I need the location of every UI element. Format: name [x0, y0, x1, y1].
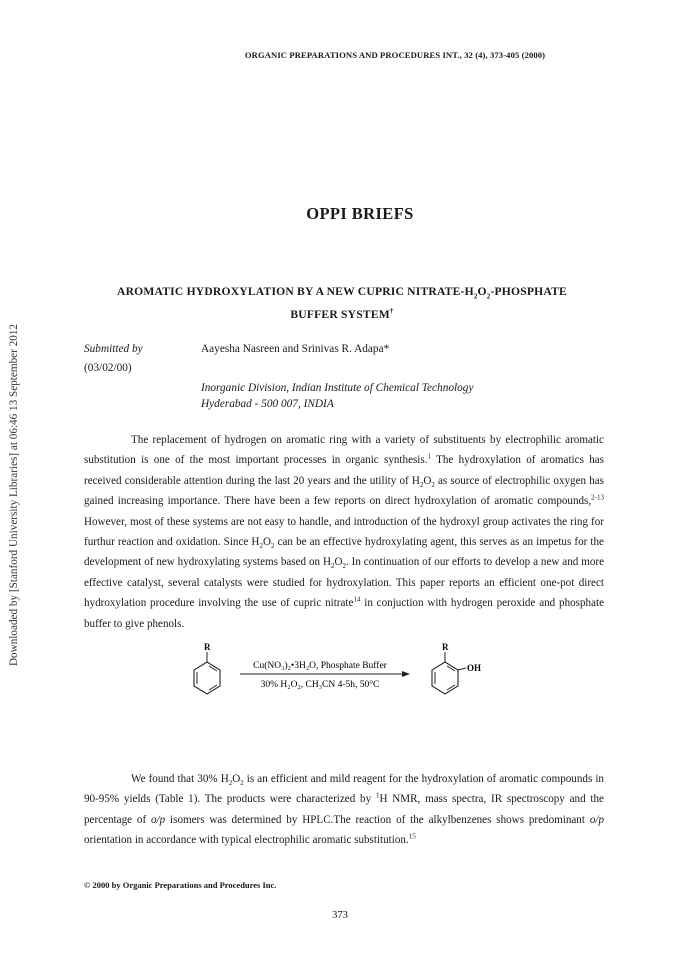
affiliation-line1: Inorganic Division, Indian Institute of Chemical Technology [201, 382, 474, 394]
affiliation-line2: Hyderabad - 500 007, INDIA [201, 398, 334, 410]
reagent-top: Cu(NO₃)₂•3H₂O, Phosphate Buffer [253, 661, 387, 671]
double-bond-right-3 [447, 685, 455, 690]
double-bond-left-3 [209, 685, 217, 690]
authors: Aayesha Nasreen and Srinivas R. Adapa* [201, 343, 390, 355]
article-title [82, 280, 602, 326]
arrow-head [402, 671, 410, 677]
intro-paragraph: The replacement of hydrogen on aromatic ring with a variety of substituents by electrophilic aromatic substitution is one of the most important processes in organic synthesis.$^1$ The hydroxylation of aromatics has received considerable attention during the last 20 years and the utility of $H_2O_2$ as source of electrophilic oxygen has gained increasing importance. There have been a few reports on direct hydroxylation of aromatic compounds,$^{2-13}$ However, most of these systems are not easy to handle, and introduction of the hydroxyl group activates the ring for furthur reaction and oxidation. Since $H_2O_2$ can be an effective hydroxylating agent, this serves as an impetus for the development of new hydroxylating systems based on $H_2O_2$. In continuation of our efforts to develop a new and more effective catalyst, several catalysts were studied for hydroxylation. This paper reports an efficient one-pot direct hydroxylation procedure involving the use of cupric nitrate$^{14}$ in conjuction with hydrogen peroxide and phosphate buffer to give phenols. [84, 434, 605, 630]
title-line1: AROMATIC HYDROXYLATION BY A NEW CUPRIC NITRATE-$H_2O_2$-PHOSPHATE [117, 285, 567, 301]
section-title: OPPI BRIEFS [306, 204, 414, 223]
affiliation [201, 380, 473, 412]
download-watermark: Downloaded by [Stanford University Libraries] at 06:46 13 September 2012 [8, 323, 20, 667]
submission-date: (03/02/00) [84, 362, 132, 374]
reagent-bottom: 30% H₂O₂, CH₃CN 4-5h, 50°C [260, 680, 380, 690]
scheme-r-right: R [442, 642, 449, 652]
submitted-label: Submitted by [84, 343, 143, 355]
double-bond-left-2 [209, 666, 217, 671]
benzene-ring-right [432, 662, 458, 694]
title-line2: BUFFER SYSTEM† [290, 307, 394, 321]
benzene-ring-left [194, 662, 220, 694]
journal-header: ORGANIC PREPARATIONS AND PROCEDURES INT., 32 (4), 373-405 (2000) [244, 50, 546, 60]
reaction-scheme [160, 640, 500, 720]
double-bond-right-2 [447, 666, 455, 671]
scheme-r-left: R [204, 642, 211, 652]
scheme-oh: OH [467, 663, 482, 673]
bond-oh [458, 668, 466, 670]
page-number: 373 [332, 910, 348, 921]
copyright-footnote: © 2000 by Organic Preparations and Procedures Inc. [84, 880, 277, 890]
results-paragraph: We found that 30% $H_2O_2$ is an efficient and mild reagent for the hydroxylation of aromatic compounds in 90-95% yields (Table 1). The products were characterized by $^1$H NMR, mass spectra, IR spectroscopy and the percentage of o/p isomers was determined by HPLC.The reaction of the alkylbenzenes shows predominant o/p orientation in accordance with typical electrophilic aromatic substitution.$^{15}$ [84, 773, 604, 847]
